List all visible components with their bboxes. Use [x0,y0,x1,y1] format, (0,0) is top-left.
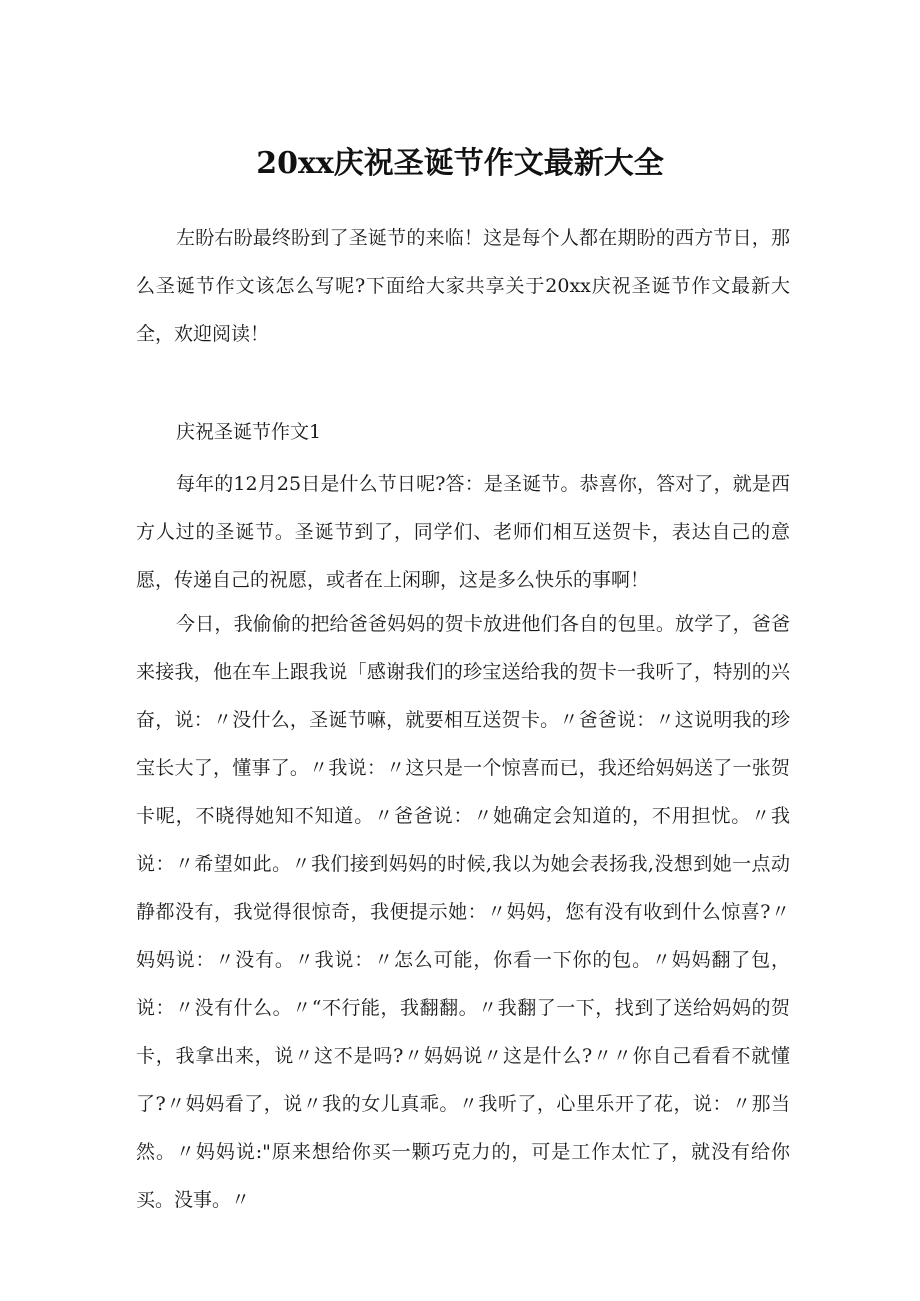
intro-paragraph: 左盼右盼最终盼到了圣诞节的来临！这是每个人都在期盼的西方节日，那么圣诞节作文该怎么写呢?下面给大家共享关于20xx庆祝圣诞节作文最新大全，欢迎阅读！ [136,227,790,345]
section-heading: 庆祝圣诞节作文1 [176,421,322,443]
body-paragraph-1: 每年的12月25日是什么节日呢?答：是圣诞节。恭喜你，答对了，就是西方人过的圣诞节。圣诞节到了，同学们、老师们相互送贺卡，表达自己的意愿，传递自己的祝愿，或者在上闲聊，这是多么快乐的事啊！ [136,473,790,591]
document-title: 20xx庆祝圣诞节作文最新大全 [256,146,664,181]
body-paragraph-2: 今日，我偷偷的把给爸爸妈妈的贺卡放进他们各自的包里。放学了，爸爸来接我，他在车上跟我说「感谢我们的珍宝送给我的贺卡一我听了，特别的兴奋，说：〃没什么，圣诞节嘛，就要相互送贺卡。〃爸爸说：〃这说明我的珍宝长大了，懂事了。〃我说：〃这只是一个惊喜而已，我还给妈妈送了一张贺卡呢，不晓得她知不知道。〃爸爸说：〃她确定会知道的，不用担忧。〃我说：〃希望如此。〃我们接到妈妈的时候,我以为她会表扬我,没想到她一点动静都没有，我觉得很惊奇，我便提示她：〃妈妈，您有没有收到什么惊喜?〃妈妈说：〃没有。〃我说：〃怎么可能，你看一下你的包。〃妈妈翻了包，说：〃没有什么。〃“不行能，我翻翻。〃我翻了一下，找到了送给妈妈的贺卡，我拿出来，说〃这不是吗?〃妈妈说〃这是什么?〃〃你自己看看不就懂了?〃妈妈看了，说〃我的女儿真乖。〃我听了，心里乐开了花，说：〃那当然。〃妈妈说:"原来想给你买一颗巧克力的，可是工作太忙了，就没有给你买。没事。〃 [136,613,790,1211]
